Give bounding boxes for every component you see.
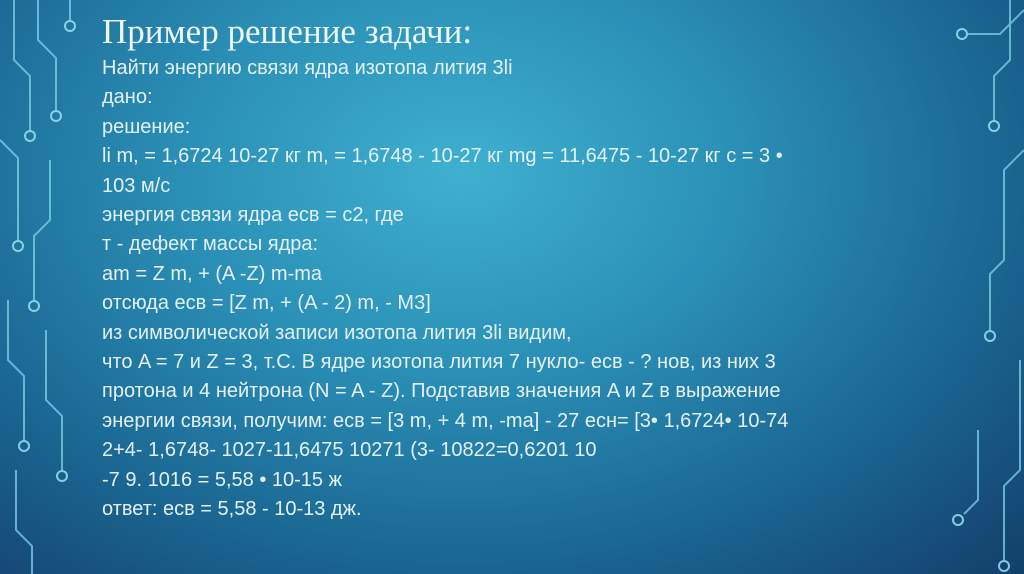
text-line-answer: ответ: есв = 5,58 - 10-13 дж. <box>102 498 362 521</box>
text-line-substitute: протона и 4 нейтрона (N = A - Z). Подставив значения A и Z в выражение <box>102 380 781 403</box>
text-line-mass-defect: т - дефект массы ядра: <box>102 233 319 256</box>
text-line-defect-formula: am = Z m, + (A -Z) m-ma <box>102 262 323 285</box>
slide-body <box>102 54 932 525</box>
text-line-masses: li m, = 1,6724 10-27 кг m, = 1,6748 - 10-27 кг mg = 11,6475 - 10-27 кг с = 3 • <box>102 145 783 168</box>
text-line-solution: решение: <box>102 115 191 138</box>
text-line-result-1: энергии связи, получим: есв = [3 m, + 4 m, -ma] - 27 есн= [3• 1,6724• 10-74 <box>102 409 789 432</box>
slide-content <box>102 12 932 525</box>
text-line-energy-formula: энергия связи ядра есв = с2, где <box>102 204 404 227</box>
text-line-task: Найти энергию связи ядра изотопа лития 3li <box>102 57 513 79</box>
text-line-symbolic: из символической записи изотопа лития 3li видим, <box>102 321 572 344</box>
slide-title: Пример решение задачи: <box>102 12 473 51</box>
text-line-speed: 103 м/с <box>102 174 171 197</box>
text-line-result-2: 2+4- 1,6748- 1027-11,6475 10271 (3- 10822=0,6201 10 <box>102 439 597 462</box>
text-line-given: дано: <box>102 86 153 109</box>
text-line-hence: отсюда есв = [Z m, + (A - 2) m, - M3] <box>102 292 431 315</box>
text-line-nucleons: что A = 7 и Z = 3, т.С. В ядре изотопа лития 7 нукло- есв - ? нов, из них 3 <box>102 351 776 374</box>
text-line-result-3: -7 9. 1016 = 5,58 • 10-15 ж <box>102 468 342 491</box>
